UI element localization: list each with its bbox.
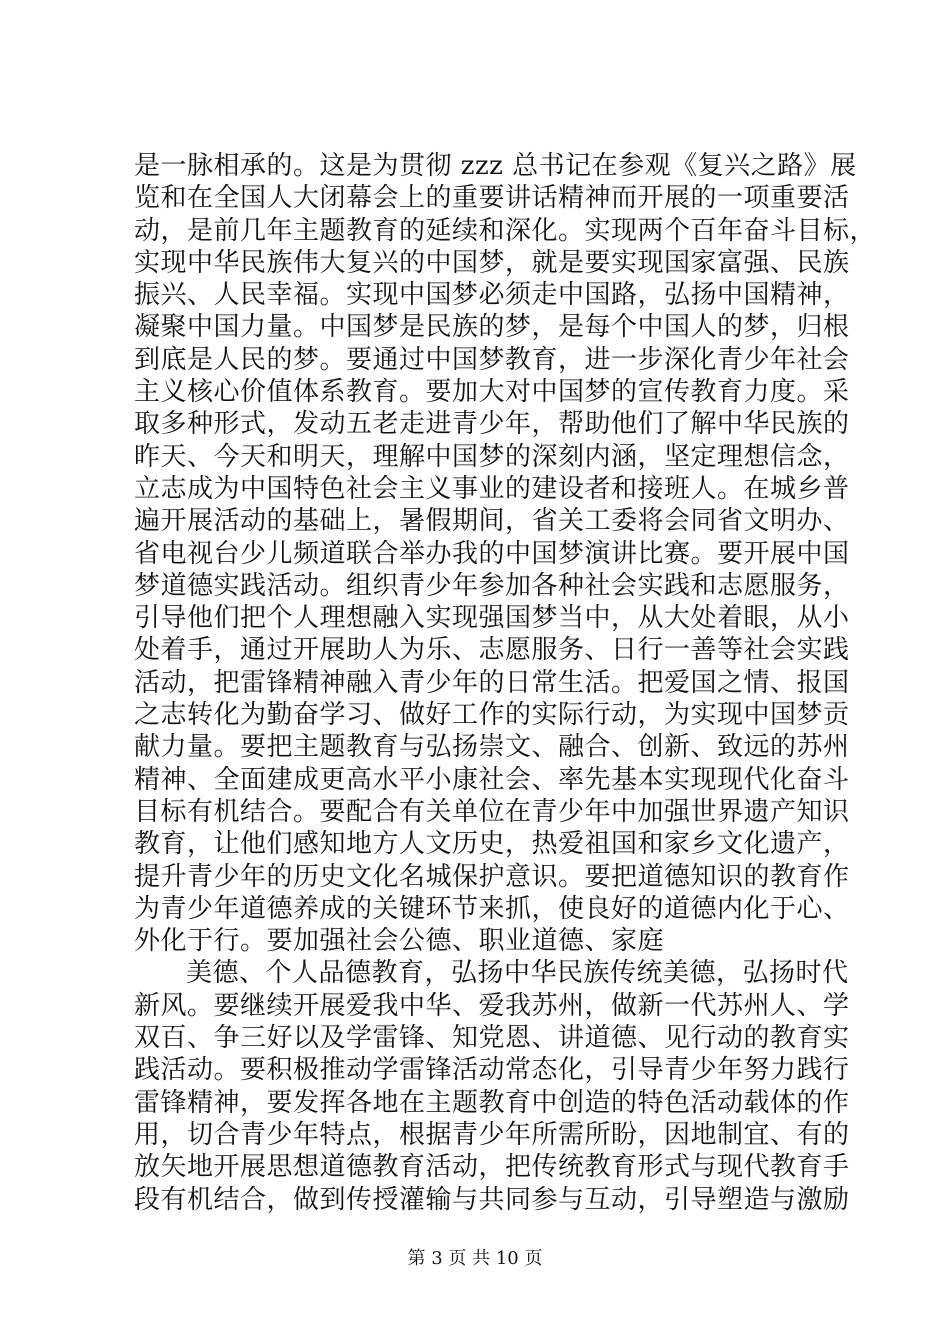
text-line: 昨天、今天和明天，理解中国梦的深刻内涵，坚定理想信念， — [134, 441, 850, 472]
text-line: 为青少年道德养成的关键环节来抓，使良好的道德内化于心、 — [134, 893, 850, 924]
text-line: 用，切合青少年特点，根据青少年所需所盼，因地制宜、有的 — [134, 1119, 850, 1150]
text-line: 凝聚中国力量。中国梦是民族的梦，是每个中国人的梦，归根 — [134, 312, 850, 343]
text-line: 梦道德实践活动。组织青少年参加各种社会实践和志愿服务， — [134, 570, 850, 601]
text-line: 主义核心价值体系教育。要加大对中国梦的宣传教育力度。采 — [134, 377, 850, 408]
text-line: 处着手，通过开展助人为乐、志愿服务、日行一善等社会实践 — [134, 635, 850, 666]
page-number-footer: 第 3 页 共 10 页 — [407, 1248, 543, 1269]
text-line: 之志转化为勤奋学习、做好工作的实际行动，为实现中国梦贡 — [134, 700, 850, 731]
text-line: 教育，让他们感知地方人文历史，热爱祖国和家乡文化遗产， — [134, 829, 850, 860]
text-line: 目标有机结合。要配合有关单位在青少年中加强世界遗产知识 — [134, 796, 850, 827]
text-line: 遍开展活动的基础上，暑假期间，省关工委将会同省文明办、 — [134, 506, 850, 537]
text-line: 提升青少年的历史文化名城保护意识。要把道德知识的教育作 — [134, 861, 850, 892]
text-line: 双百、争三好以及学雷锋、知党恩、讲道德、见行动的教育实 — [134, 1023, 850, 1054]
text-line: 践活动。要积极推动学雷锋活动常态化，引导青少年努力践行 — [134, 1055, 850, 1086]
text-line: 振兴、人民幸福。实现中国梦必须走中国路，弘扬中国精神， — [134, 280, 850, 311]
text-line: 省电视台少儿频道联合举办我的中国梦演讲比赛。要开展中国 — [134, 538, 850, 569]
text-line-paragraph-end: 外化于行。要加强社会公德、职业道德、家庭 — [134, 926, 665, 957]
text-line: 实现中华民族伟大复兴的中国梦，就是要实现国家富强、民族 — [134, 247, 850, 278]
text-line-paragraph-start: 美德、个人品德教育，弘扬中华民族传统美德，弘扬时代 — [186, 958, 849, 989]
text-line: 活动，把雷锋精神融入青少年的日常生活。把爱国之情、报国 — [134, 667, 850, 698]
text-line: 动，是前几年主题教育的延续和深化。实现两个百年奋斗目标， — [134, 215, 877, 246]
text-line: 览和在全国人大闭幕会上的重要讲话精神而开展的一项重要活 — [134, 183, 850, 214]
text-line: 引导他们把个人理想融入实现强国梦当中，从大处着眼，从小 — [134, 603, 850, 634]
body-text — [134, 150, 877, 1216]
text-line: 放矢地开展思想道德教育活动，把传统教育形式与现代教育手 — [134, 1152, 850, 1183]
text-line: 取多种形式，发动五老走进青少年，帮助他们了解中华民族的 — [134, 409, 850, 440]
text-line: 新风。要继续开展爱我中华、爱我苏州，做新一代苏州人、学 — [134, 990, 850, 1021]
text-line: 段有机结合，做到传授灌输与共同参与互动，引导塑造与激励 — [134, 1184, 850, 1215]
text-line: 到底是人民的梦。要通过中国梦教育，进一步深化青少年社会 — [134, 344, 850, 375]
text-line: 献力量。要把主题教育与弘扬崇文、融合、创新、致远的苏州 — [134, 732, 850, 763]
text-line: 立志成为中国特色社会主义事业的建设者和接班人。在城乡普 — [134, 473, 850, 504]
text-line: 雷锋精神，要发挥各地在主题教育中创造的特色活动载体的作 — [134, 1087, 850, 1118]
text-line: 精神、全面建成更高水平小康社会、率先基本实现现代化奋斗 — [134, 764, 850, 795]
text-line: 是一脉相承的。这是为贯彻 zzz 总书记在参观《复兴之路》展 — [134, 151, 857, 181]
